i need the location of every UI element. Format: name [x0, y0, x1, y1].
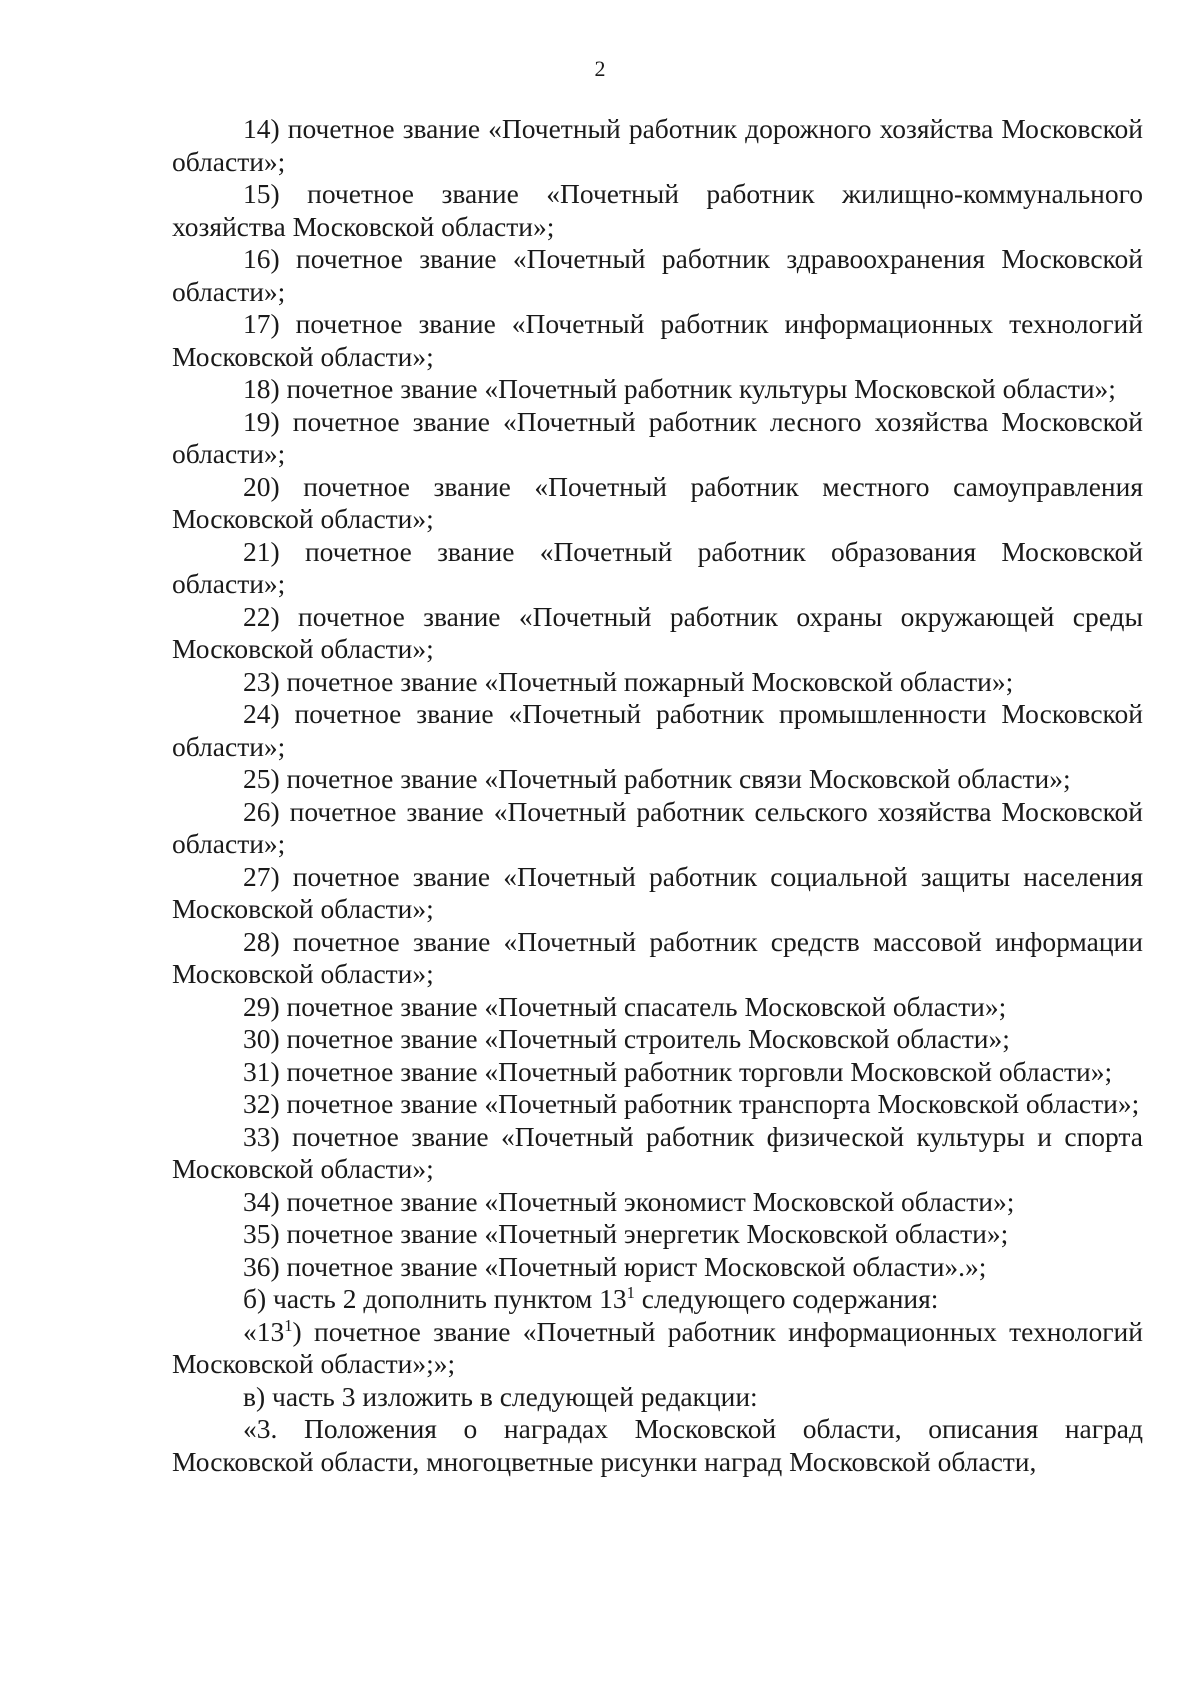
superscript: 1 — [284, 1315, 293, 1335]
amendment-b-item: «$13^1$) почетное звание «Почетный работник информационных технологий Московской области»;»; — [172, 1315, 1143, 1379]
list-item: 21) почетное звание «Почетный работник образования Московской области»; — [172, 535, 1143, 599]
list-item: 33) почетное звание «Почетный работник физической культуры и спорта Московской области»; — [172, 1120, 1143, 1184]
list-item: 30) почетное звание «Почетный строитель Московской области»; — [243, 1023, 1010, 1054]
amendment-v: в) часть 3 изложить в следующей редакции: — [243, 1380, 758, 1412]
list-item: 17) почетное звание «Почетный работник информационных технологий Московской области»; — [172, 308, 1143, 372]
amendment-v-text: «3. Положения о наградах Московской области, описания наград Московской области, многоцветные рисунки наград Московской области, — [172, 1413, 1143, 1477]
list-item: 14) почетное звание «Почетный работник дорожного хозяйства Московской области»; — [172, 113, 1143, 177]
list-item: 25) почетное звание «Почетный работник связи Московской области»; — [243, 763, 1071, 794]
list-item: 29) почетное звание «Почетный спасатель Московской области»; — [243, 990, 1007, 1022]
list-item: 27) почетное звание «Почетный работник социальной защиты населения Московской области»; — [172, 860, 1143, 924]
list-item: 24) почетное звание «Почетный работник промышленности Московской области»; — [172, 698, 1143, 762]
list-item: 19) почетное звание «Почетный работник лесного хозяйства Московской области»; — [172, 405, 1143, 469]
list-item: 32) почетное звание «Почетный работник транспорта Московской области»; — [243, 1088, 1140, 1119]
list-item: 15) почетное звание «Почетный работник жилищно-коммунального хозяйства Московской области»; — [172, 178, 1143, 242]
list-item: 36) почетное звание «Почетный юрист Московской области».»; — [243, 1250, 987, 1282]
list-item: 23) почетное звание «Почетный пожарный Московской области»; — [243, 665, 1014, 697]
list-item: 26) почетное звание «Почетный работник сельского хозяйства Московской области»; — [172, 795, 1143, 859]
list-item: 16) почетное звание «Почетный работник здравоохранения Московской области»; — [172, 243, 1143, 307]
list-item: 20) почетное звание «Почетный работник местного самоуправления Московской области»; — [172, 470, 1143, 534]
document-body — [172, 113, 1143, 1478]
list-item: 22) почетное звание «Почетный работник охраны окружающей среды Московской области»; — [172, 600, 1143, 664]
list-item: 35) почетное звание «Почетный энергетик Московской области»; — [243, 1218, 1009, 1249]
list-item: 28) почетное звание «Почетный работник средств массовой информации Московской области»; — [172, 925, 1143, 989]
superscript: 1 — [626, 1283, 635, 1303]
list-item: 18) почетное звание «Почетный работник культуры Московской области»; — [243, 373, 1116, 404]
list-item: 31) почетное звание «Почетный работник торговли Московской области»; — [243, 1055, 1113, 1087]
amendment-b: б) часть 2 дополнить пунктом $13^1$ следующего содержания: — [243, 1283, 939, 1314]
list-item: 34) почетное звание «Почетный экономист Московской области»; — [243, 1185, 1015, 1217]
page-number: 2 — [594, 56, 606, 81]
honorary-titles-list — [172, 113, 1143, 1283]
